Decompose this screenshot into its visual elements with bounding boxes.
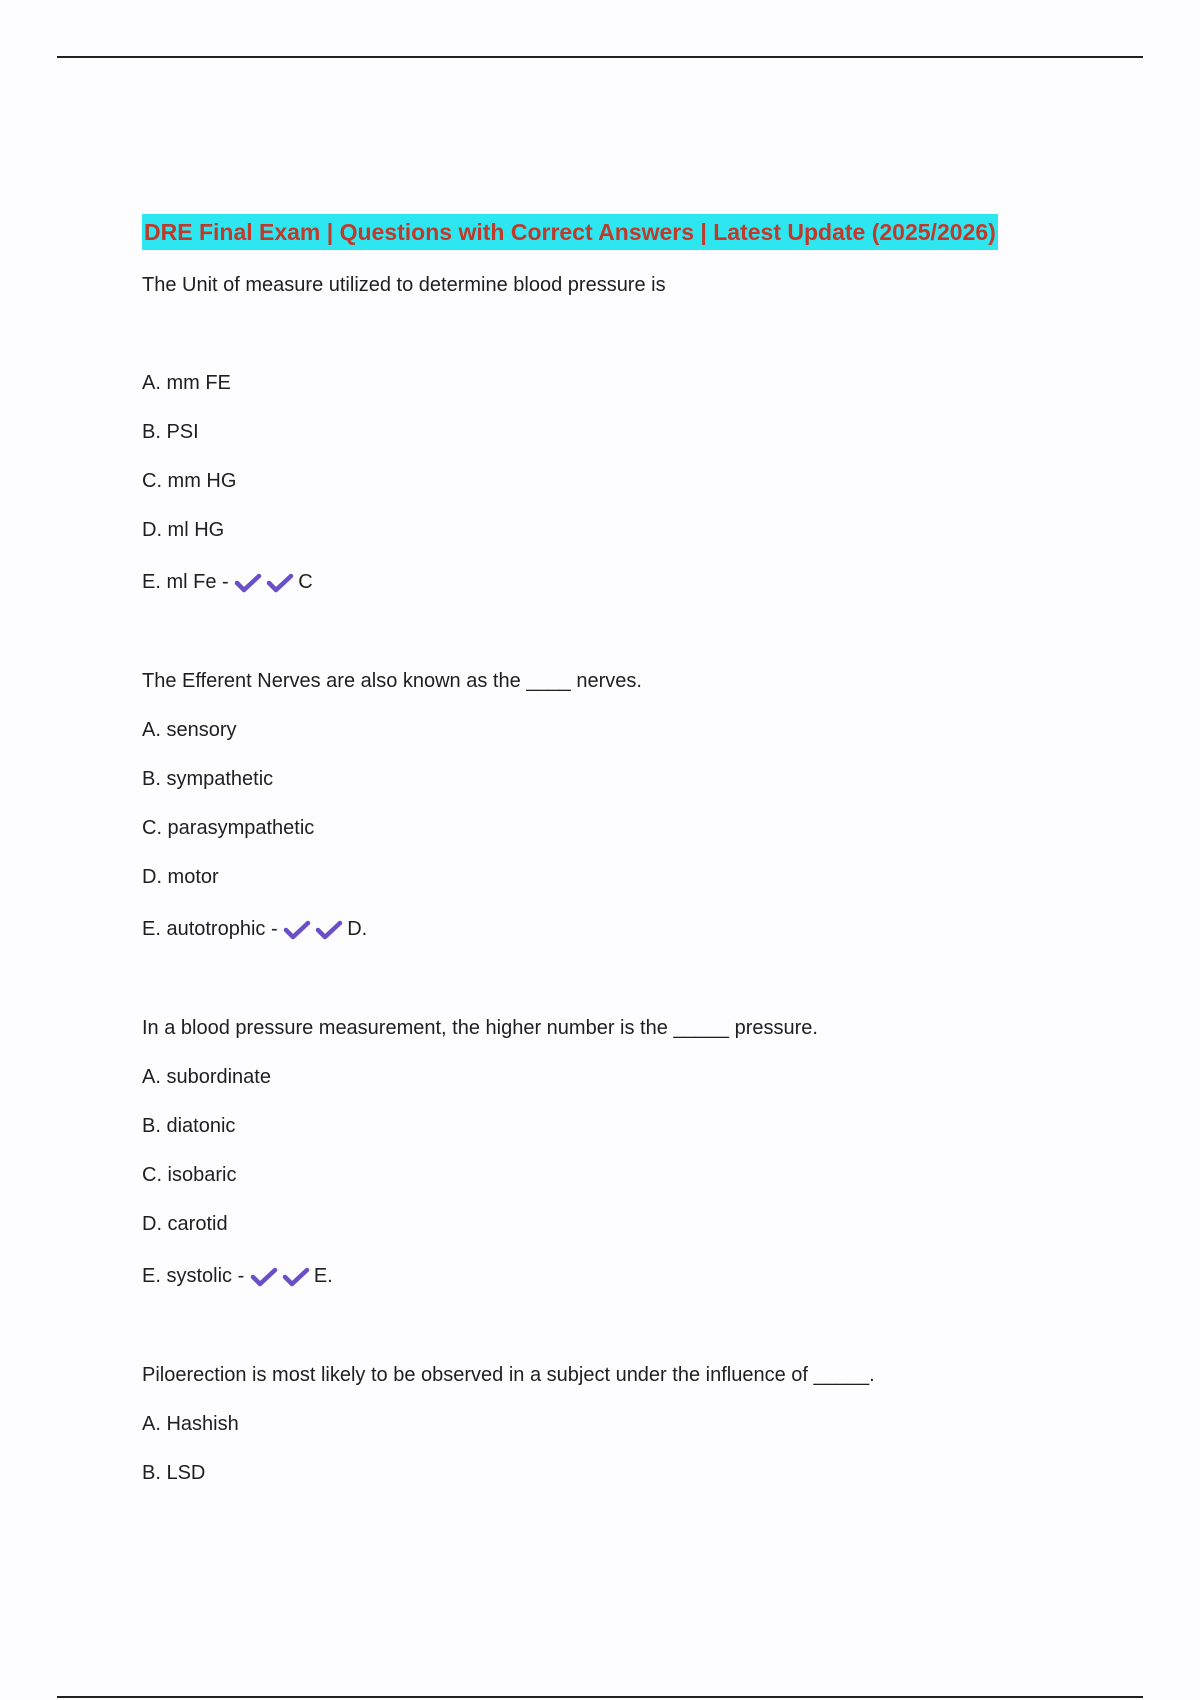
checkmark-icon — [282, 1266, 310, 1288]
question-3-option-d: D. carotid — [142, 1213, 228, 1235]
question-2-option-d: D. motor — [142, 866, 219, 888]
question-2-option-e: E. autotrophic - — [142, 918, 278, 940]
question-1-option-e: E. ml Fe - — [142, 571, 229, 593]
document-title: DRE Final Exam | Questions with Correct Answers | Latest Update (2025/2026) — [142, 214, 998, 250]
question-1-option-c: C. mm HG — [142, 470, 237, 492]
question-4-option-a: A. Hashish — [142, 1413, 239, 1435]
question-1-option-a: A. mm FE — [142, 372, 231, 394]
question-1-option-e-answer — [142, 568, 313, 596]
question-2-option-c: C. parasympathetic — [142, 817, 315, 839]
question-2-option-b: B. sympathetic — [142, 768, 274, 790]
question-2-prompt: The Efferent Nerves are also known as the ____ nerves. — [142, 670, 642, 692]
checkmark-icon — [283, 919, 311, 941]
question-1-prompt: The Unit of measure utilized to determine blood pressure is — [142, 274, 666, 296]
bottom-rule — [57, 1696, 1143, 1698]
question-3-prompt: In a blood pressure measurement, the higher number is the _____ pressure. — [142, 1017, 818, 1039]
checkmark-icon — [315, 919, 343, 941]
checkmark-icon — [266, 572, 294, 594]
question-1-option-b: B. PSI — [142, 421, 199, 443]
top-rule — [57, 56, 1143, 58]
question-2-answer: D. — [347, 918, 368, 940]
question-3-option-a: A. subordinate — [142, 1066, 271, 1088]
checkmark-icon — [250, 1266, 278, 1288]
question-3-option-e-answer — [142, 1262, 333, 1290]
question-3-option-c: C. isobaric — [142, 1164, 237, 1186]
checkmark-icon — [234, 572, 262, 594]
question-3-option-e: E. systolic - — [142, 1265, 245, 1287]
question-2-option-a: A. sensory — [142, 719, 237, 741]
question-1-answer: C — [298, 571, 313, 593]
question-4-prompt: Piloerection is most likely to be observed in a subject under the influence of _____. — [142, 1364, 875, 1386]
question-2-option-e-answer — [142, 915, 367, 943]
question-3-answer: E. — [313, 1265, 333, 1287]
question-1-option-d: D. ml HG — [142, 519, 225, 541]
question-3-option-b: B. diatonic — [142, 1115, 236, 1137]
question-4-option-b: B. LSD — [142, 1462, 206, 1484]
